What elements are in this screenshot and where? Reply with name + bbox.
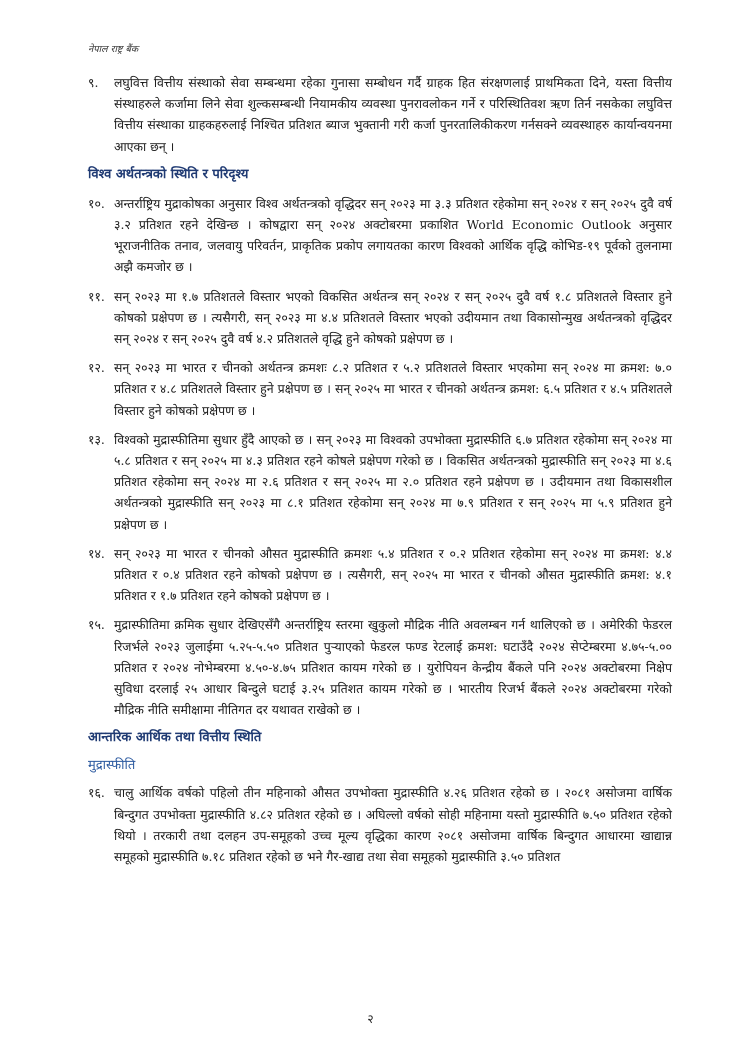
document-body xyxy=(88,72,672,875)
paragraph-text: लघुवित्त वित्तीय संस्थाको सेवा सम्बन्धमा रहेका गुनासा सम्बोधन गर्दै ग्राहक हित संरक्षणलाई प्राथमिकता दिने, यस्ता वित्तीय संस्थाहरुले कर्जामा लिने सेवा शुल्कसम्बन्धी नियामकीय व्यवस्था पुनरावलोकन गर्ने र परिस्थितिवश ऋण तिर्न नसकेका लघुवित्त वित्तीय संस्थाका ग्राहकहरुलाई निश्चित प्रतिशत ब्याज भुक्तानी गरी कर्जा पुनरतालिकीकरण गर्नसक्ने व्यवस्थाहरु कार्यान्वयनमा आएका छन् । xyxy=(114,75,672,154)
paragraph-text: सन् २०२३ मा १.७ प्रतिशतले विस्तार भएको विकसित अर्थतन्त्र सन् २०२४ र सन् २०२५ दुवै वर्ष १.८ प्रतिशतले विस्तार हुने कोषको प्रक्षेपण छ । त्यसैगरी, सन् २०२३ मा ४.४ प्रतिशतले विस्तार भएको उदीयमान तथा विकासोन्मुख अर्थतन्त्रको वृद्धिदर सन् २०२४ र सन् २०२५ दुवै वर्ष ४.२ प्रतिशतले वृद्धि हुने कोषको प्रक्षेपण छ । xyxy=(114,288,672,347)
page-number: २ xyxy=(367,1012,374,1026)
paragraph-11 xyxy=(88,286,672,350)
paragraph-number: १०. xyxy=(88,195,105,211)
section-heading-world-economy: विश्व अर्थतन्त्रको स्थिति र परिदृश्य xyxy=(88,166,249,182)
paragraph-13 xyxy=(88,429,672,535)
subheading-inflation: मुद्रास्फीति xyxy=(88,758,136,774)
paragraph-9 xyxy=(88,72,672,157)
paragraph-number: १५. xyxy=(88,617,105,633)
section-heading-domestic: आन्तरिक आर्थिक तथा वित्तीय स्थिति xyxy=(88,730,262,746)
paragraph-number: १२. xyxy=(88,360,105,376)
paragraph-10 xyxy=(88,193,672,278)
paragraph-text: अन्तर्राष्ट्रिय मुद्राकोषका अनुसार विश्व अर्थतन्त्रको वृद्धिदर सन् २०२३ मा ३.३ प्रतिशत रहेकोमा सन् २०२४ र सन् २०२५ दुवै वर्ष ३.२ प्रतिशत रहने देखिन्छ । कोषद्वारा सन् २०२४ अक्टोबरमा प्रकाशित World Economic Outlook अनुसार भूराजनीतिक तनाव, जलवायु परिवर्तन, प्राकृतिक प्रकोप लगायतका कारण विश्वको आर्थिक वृद्धि कोभिड-१९ पूर्वको तुलनामा अझै कमजोर छ । xyxy=(114,195,672,275)
paragraph-number: ९. xyxy=(88,75,99,90)
running-header: नेपाल राष्ट्र बैंक xyxy=(88,44,139,55)
paragraph-text: चालु आर्थिक वर्षको पहिलो तीन महिनाको औसत उपभोक्ता मुद्रास्फीति ४.२६ प्रतिशत रहेको छ । २०८१ असोजमा वार्षिक बिन्दुगत उपभोक्ता मुद्रास्फीति ४.८२ प्रतिशत रहेको छ । अघिल्लो वर्षको सोही महिनामा यस्तो मुद्रास्फीति ७.५० प्रतिशत रहेको थियो । तरकारी तथा दलहन उप-समूहको उच्च मूल्य वृद्धिका कारण २०८१ असोजमा वार्षिक बिन्दुगत आधारमा खाद्यान्न समूहको मुद्रास्फीति ७.१८ प्रतिशत रहेको छ भने गैर-खाद्य तथा सेवा समूहको मुद्रास्फीति ३.५० प्रतिशत xyxy=(114,785,672,865)
paragraph-text: विश्वको मुद्रास्फीतिमा सुधार हुँदै आएको छ । सन् २०२३ मा विश्वको उपभोक्ता मुद्रास्फीति ६.७ प्रतिशत रहेकोमा सन् २०२४ मा ५.८ प्रतिशत र सन् २०२५ मा ४.३ प्रतिशत रहने कोषले प्रक्षेपण गरेको छ । विकसित अर्थतन्त्रको मुद्रास्फीति सन् २०२३ मा ४.६ प्रतिशत रहेकोमा सन् २०२४ मा २.६ प्रतिशत र सन् २०२५ मा २.० प्रतिशत रहने प्रक्षेपण छ । उदीयमान तथा विकासशील अर्थतन्त्रको मुद्रास्फीति सन् २०२३ मा ८.१ प्रतिशत रहेकोमा सन् २०२४ मा ७.९ प्रतिशत र सन् २०२५ मा ५.९ प्रतिशत हुने प्रक्षेपण छ । xyxy=(114,431,672,532)
paragraph-number: १६. xyxy=(88,785,105,801)
paragraph-number: १४. xyxy=(88,545,105,561)
paragraph-number: ११. xyxy=(88,288,105,304)
paragraph-14 xyxy=(88,543,672,607)
paragraph-text: सन् २०२३ मा भारत र चीनको अर्थतन्त्र क्रमशः ८.२ प्रतिशत र ५.२ प्रतिशतले विस्तार भएकोमा सन् २०२४ मा क्रमश: ७.० प्रतिशत र ४.८ प्रतिशतले विस्तार हुने प्रक्षेपण छ । सन् २०२५ मा भारत र चीनको अर्थतन्त्र क्रमश: ६.५ प्रतिशत र ४.५ प्रतिशतले विस्तार हुने कोषको प्रक्षेपण छ । xyxy=(114,360,672,418)
paragraph-15 xyxy=(88,614,672,720)
paragraph-12 xyxy=(88,357,672,421)
paragraph-text: मुद्रास्फीतिमा क्रमिक सुधार देखिएसँगै अन्तर्राष्ट्रिय स्तरमा खुकुलो मौद्रिक नीति अवलम्बन गर्न थालिएको छ । अमेरिकी फेडरल रिजर्भले २०२३ जुलाईमा ५.२५-५.५० प्रतिशत पुर्‍याएको फेडरल फण्ड रेटलाई क्रमश: घटाउँदै २०२४ सेप्टेम्बरमा ४.७५-५.०० प्रतिशत र २०२४ नोभेम्बरमा ४.५०-४.७५ प्रतिशत कायम गरेको छ । युरोपियन केन्द्रीय बैंकले पनि २०२४ अक्टोबरमा निक्षेप सुविधा दरलाई २५ आधार बिन्दुले घटाई ३.२५ प्रतिशत कायम गरेको छ । भारतीय रिजर्भ बैंकले २०२४ अक्टोबरमा गरेको मौद्रिक नीति समीक्षामा नीतिगत दर यथावत राखेको छ । xyxy=(114,617,672,718)
paragraph-16 xyxy=(88,782,672,867)
paragraph-text: सन् २०२३ मा भारत र चीनको औसत मुद्रास्फीति क्रमशः ५.४ प्रतिशत र ०.२ प्रतिशत रहेकोमा सन् २०२४ मा क्रमश: ४.४ प्रतिशत र ०.४ प्रतिशत रहने कोषको प्रक्षेपण छ । त्यसैगरी, सन् २०२५ मा भारत र चीनको औसत मुद्रास्फीति क्रमश: ४.१ प्रतिशत र १.७ प्रतिशत रहने कोषको प्रक्षेपण छ । xyxy=(114,545,672,604)
paragraph-number: १३. xyxy=(88,431,105,447)
